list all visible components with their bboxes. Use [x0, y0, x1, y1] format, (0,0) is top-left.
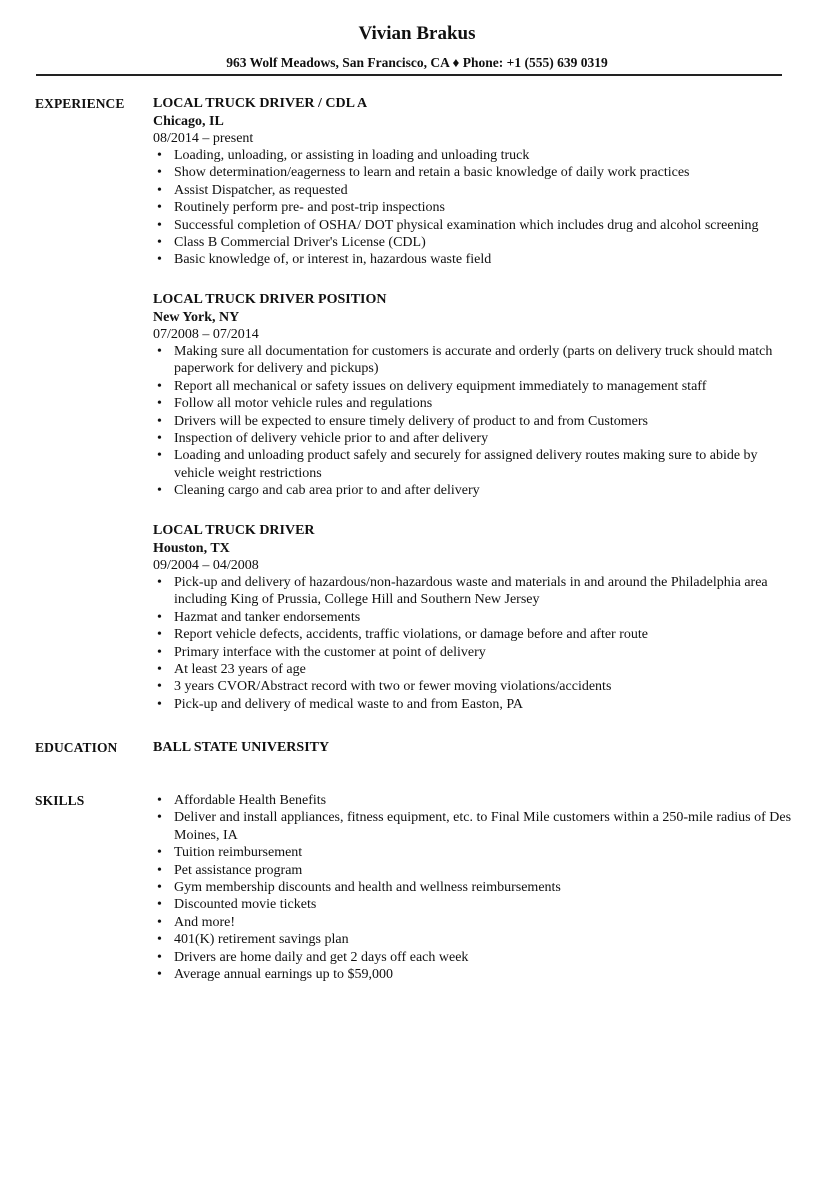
section-label-education: EDUCATION [35, 740, 118, 755]
job-duties [153, 147, 793, 269]
duty-item: • Primary interface with the customer at point of delivery [153, 644, 793, 661]
job-dates: 07/2008 – 07/2014 [153, 327, 259, 342]
skill-item: • 401(K) retirement savings plan [153, 931, 793, 948]
experience-entry [153, 95, 793, 269]
job-dates: 09/2004 – 04/2008 [153, 558, 259, 573]
skills-list [153, 792, 793, 983]
duty-item: • Pick-up and delivery of hazardous/non-hazardous waste and materials in and around the Philadelphia area including King of Prussia, College Hill and Southern New Jersey [153, 574, 793, 609]
duty-item: • At least 23 years of age [153, 661, 793, 678]
job-location: Houston, TX [153, 541, 230, 556]
skill-item: • Discounted movie tickets [153, 896, 793, 913]
duty-item: • Drivers will be expected to ensure timely delivery of product to and from Customers [153, 413, 793, 430]
job-location: New York, NY [153, 310, 240, 325]
duty-item: • Making sure all documentation for customers is accurate and orderly (parts on delivery truck should match paperwork for delivery and pickups) [153, 343, 793, 378]
skill-item: • Deliver and install appliances, fitness equipment, etc. to Final Mile customers within a 250-mile radius of Des Moines, IA [153, 809, 793, 844]
skill-item: • Gym membership discounts and health and wellness reimbursements [153, 879, 793, 896]
skill-item: • Drivers are home daily and get 2 days off each week [153, 949, 793, 966]
skill-item: • Pet assistance program [153, 862, 793, 879]
section-label-experience: EXPERIENCE [35, 96, 125, 111]
job-duties [153, 343, 793, 500]
skill-item: • Tuition reimbursement [153, 844, 793, 861]
duty-item: • 3 years CVOR/Abstract record with two or fewer moving violations/accidents [153, 678, 793, 695]
duty-item: • Routinely perform pre- and post-trip inspections [153, 199, 793, 216]
job-title: LOCAL TRUCK DRIVER POSITION [153, 292, 387, 307]
duty-item: • Follow all motor vehicle rules and regulations [153, 395, 793, 412]
experience-entry [153, 522, 793, 713]
job-duties [153, 574, 793, 713]
duty-item: • Report all mechanical or safety issues on delivery equipment immediately to management staff [153, 378, 793, 395]
duty-item: • Assist Dispatcher, as requested [153, 182, 793, 199]
skill-item: • Affordable Health Benefits [153, 792, 793, 809]
duty-item: • Loading and unloading product safely and securely for assigned delivery routes making sure to abide by vehicle weight restrictions [153, 447, 793, 482]
duty-item: • Pick-up and delivery of medical waste to and from Easton, PA [153, 696, 793, 713]
job-location: Chicago, IL [153, 114, 224, 129]
duty-item: • Loading, unloading, or assisting in loading and unloading truck [153, 147, 793, 164]
resume-name: Vivian Brakus [358, 23, 476, 44]
job-title: LOCAL TRUCK DRIVER / CDL A [153, 96, 368, 111]
duty-item: • Successful completion of OSHA/ DOT physical examination which includes drug and alcohol screening [153, 217, 793, 234]
skill-item: • Average annual earnings up to $59,000 [153, 966, 793, 983]
duty-item: • Hazmat and tanker endorsements [153, 609, 793, 626]
duty-item: • Basic knowledge of, or interest in, hazardous waste field [153, 251, 793, 268]
duty-item: • Report vehicle defects, accidents, traffic violations, or damage before and after route [153, 626, 793, 643]
job-dates: 08/2014 – present [153, 131, 254, 146]
education-school: BALL STATE UNIVERSITY [153, 740, 330, 755]
header-divider [36, 74, 782, 76]
skill-item: • And more! [153, 914, 793, 931]
duty-item: • Class B Commercial Driver's License (CDL) [153, 234, 793, 251]
contact-line: 963 Wolf Meadows, San Francisco, CA ♦ Phone: +1 (555) 639 0319 [226, 55, 608, 70]
duty-item: • Inspection of delivery vehicle prior to and after delivery [153, 430, 793, 447]
job-title: LOCAL TRUCK DRIVER [153, 523, 315, 538]
experience-entry [153, 291, 793, 500]
section-label-skills: SKILLS [35, 793, 85, 808]
duty-item: • Cleaning cargo and cab area prior to and after delivery [153, 482, 793, 499]
duty-item: • Show determination/eagerness to learn and retain a basic knowledge of daily work practices [153, 164, 793, 181]
